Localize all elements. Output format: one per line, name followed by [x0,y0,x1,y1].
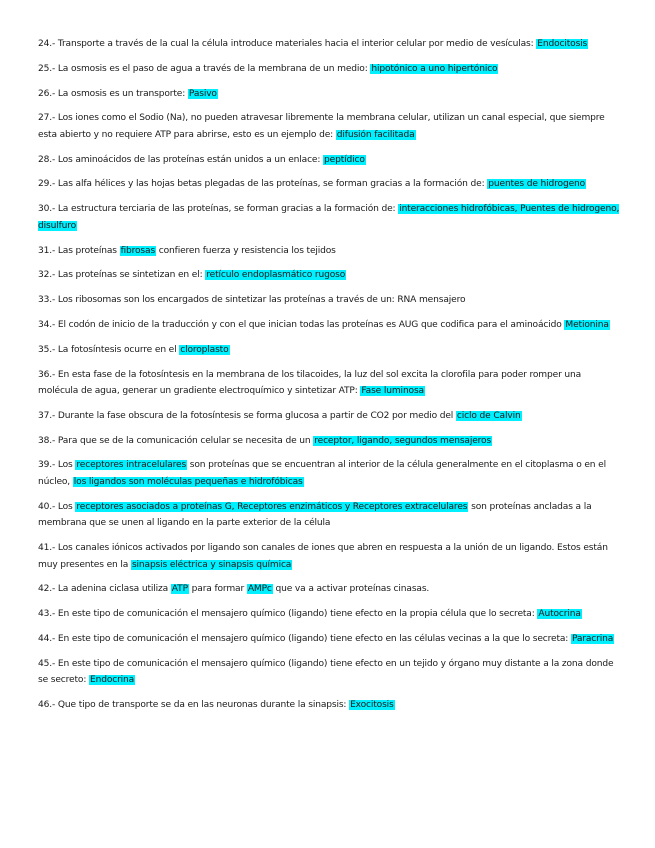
highlighted-answer: sinapsis eléctrica y sinapsis química [131,559,292,570]
document-page [38,36,620,722]
question-text: 39.- Los [38,460,76,471]
highlighted-answer: Endocrina [89,675,135,686]
question-42 [38,581,620,598]
question-text: 35.- La fotosíntesis ocurre en el [38,344,180,355]
highlighted-answer: ATP [171,584,188,595]
question-30 [38,201,620,234]
question-text: 33.- Los ribosomas son los encargados de sintetizar las proteínas a través de un: RNA mensajero [38,295,466,306]
highlighted-answer: ciclo de Calvin [456,410,521,421]
question-36 [38,367,620,400]
question-28 [38,152,620,169]
question-text: 44.- En este tipo de comunicación el mensajero químico (ligando) tiene efecto en las células vecinas a la que lo secreta: [38,633,571,644]
question-32 [38,267,620,284]
question-35 [38,342,620,359]
highlighted-answer: Pasivo [188,88,217,99]
highlighted-answer: cloroplasto [180,344,229,355]
question-24 [38,36,620,53]
question-text: 29.- Las alfa hélices y las hojas betas plegadas de las proteínas, se forman gracias a la formación de: [38,179,488,190]
highlighted-answer: receptores asociados a proteínas G, Receptores enzimáticos y Receptores extracelulares [76,501,468,512]
question-text: 46.- Que tipo de transporte se da en las neuronas durante la sinapsis: [38,700,350,711]
question-text: 34.- El codón de inicio de la traducción y con el que inician todas las proteínas es AUG que codifica para el aminoácido [38,319,565,330]
question-text: 27.- Los iones como el Sodio (Na), no pueden atravesar libremente la membrana celular, utilizan un canal especial, que siempre esta abierto y no requiere ATP para abrirse, esto es un ejemplo de: [38,113,605,140]
question-text: 24.- Transporte a través de la cual la célula introduce materiales hacia el interior celular por medio de vesículas: [38,39,537,49]
question-text: 38.- Para que se de la comunicación celular se necesita de un [38,435,314,446]
highlighted-answer: Exocitosis [350,700,394,711]
question-46 [38,697,620,714]
highlighted-answer: interacciones hidrofóbicas, Puentes de hidrogeno, disulfuro [38,204,620,231]
question-34 [38,317,620,334]
question-39 [38,457,620,490]
question-25 [38,61,620,78]
question-31 [38,243,620,260]
question-text: 26.- La osmosis es un transporte: [38,88,188,99]
highlighted-answer: difusión facilitada [336,129,415,140]
question-text: 37.- Durante la fase obscura de la fotosíntesis se forma glucosa a partir de CO2 por medio del [38,410,456,421]
question-text-tail: que va a activar proteínas cinasas. [272,584,430,595]
question-text: 28.- Los aminoácidos de las proteínas están unidos a un enlace: [38,154,324,165]
highlighted-answer: Autocrina [538,609,581,620]
question-text: 31.- Las proteínas [38,245,120,256]
highlighted-answer-2: los ligandos son moléculas pequeñas e hidrofóbicas [73,476,303,487]
highlighted-answer: retículo endoplasmático rugoso [206,270,346,281]
question-text-tail: son proteínas ancladas a la membrana que se unen al ligando en la parte exterior de la célula [38,501,592,529]
question-44 [38,631,620,648]
question-text: 30.- La estructura terciaria de las proteínas, se forman gracias a la formación de: [38,204,399,215]
question-text: 40.- Los [38,501,76,512]
highlighted-answer: Endocitosis [537,39,588,49]
question-29 [38,176,620,193]
question-27 [38,110,620,143]
question-text-middle: son proteínas que se encuentran al interior de la célula generalmente en el citoplasma o en el núcleo, [38,460,606,487]
highlighted-answer: puentes de hidrogeno [488,179,586,190]
highlighted-answer: Paracrina [571,633,614,644]
highlighted-answer-2: AMPc [247,584,272,595]
question-text: 36.- En esta fase de la fotosíntesis en la membrana de los tilacoides, la luz del sol excita la clorofila para poder romper una molécula de agua, generar un gradiente electroquímico y sintetizar ATP: [38,369,582,397]
question-40 [38,499,620,532]
question-text: 43.- En este tipo de comunicación el mensajero químico (ligando) tiene efecto en la propia célula que lo secreta: [38,609,538,620]
question-41 [38,540,620,573]
question-37 [38,408,620,425]
highlighted-answer: Fase luminosa [361,386,424,397]
question-text: 41.- Los canales iónicos activados por ligando son canales de iones que abren en respuesta a la unión de un ligando. Estos están muy presentes en la [38,543,608,570]
question-text: 25.- La osmosis es el paso de agua a través de la membrana de un medio: [38,63,371,74]
highlighted-answer: receptores intracelulares [76,460,187,471]
question-text: 42.- La adenina ciclasa utiliza [38,584,171,595]
question-38 [38,433,620,450]
question-text: 45.- En este tipo de comunicación el mensajero químico (ligando) tiene efecto en un tejido y órgano muy distante a la zona donde se secreto: [38,658,614,686]
highlighted-answer: fibrosas [120,245,156,256]
question-43 [38,606,620,623]
highlighted-answer: peptídico [324,154,365,165]
question-33 [38,292,620,309]
question-text-middle: para formar [188,584,247,595]
question-26 [38,86,620,103]
highlighted-answer: hipotónico a uno hipertónico [371,63,498,74]
highlighted-answer: receptor, ligando, segundos mensajeros [314,435,492,446]
question-text: 32.- Las proteínas se sintetizan en el: [38,270,206,281]
question-45 [38,656,620,689]
highlighted-answer: Metionina [565,319,609,330]
question-text-tail: confieren fuerza y resistencia los tejidos [156,245,336,256]
